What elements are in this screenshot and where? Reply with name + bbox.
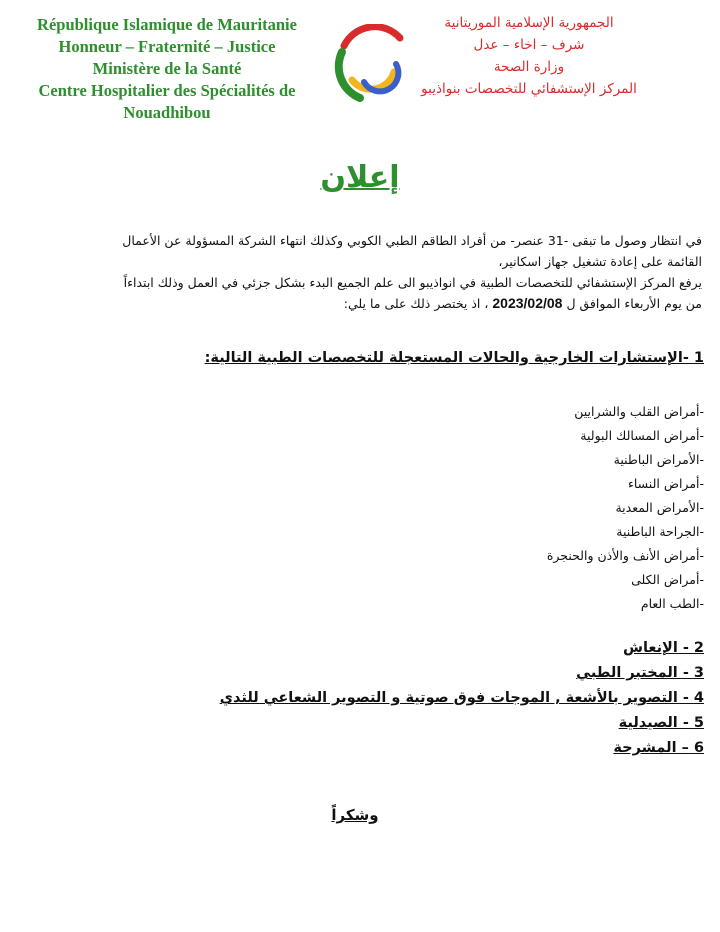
intro-paragraph	[18, 230, 702, 314]
section-item: 4 - التصوير بالأشعة , الموجات فوق صوتية و التصوير الشعاعي للثدي	[219, 690, 704, 706]
services-list	[220, 636, 704, 761]
start-date: 2023/02/08	[492, 295, 563, 311]
intro-line-4-start: من يوم الأربعاء الموافق ل	[566, 296, 702, 311]
section-item: 5 - الصيدلية	[618, 715, 704, 731]
intro-line-3: يرفع المركز الإستشفائي للتخصصات الطبية في انواذيبو الى علم الجميع البدء بشكل جزئي في العمل وذلك ابتداءاً	[123, 275, 702, 290]
list-item: -أمراض الأنف والأذن والحنجرة	[546, 548, 704, 563]
fr-hospital-line2: Nouadhibou	[123, 103, 211, 122]
fr-ministry: Ministère de la Santé	[92, 59, 242, 78]
arabic-header	[394, 12, 664, 100]
intro-line-4-end: ، اذ يختصر ذلك على ما يلي:	[343, 296, 489, 311]
list-item: -الجراحة الباطنية	[616, 524, 704, 539]
list-item: -الطب العام	[640, 596, 704, 611]
ar-motto: شرف – اخاء – عدل	[473, 37, 585, 53]
section-item: 3 - المختبر الطبي	[576, 665, 704, 681]
french-header	[6, 14, 328, 124]
intro-line-1: في انتظار وصول ما تبقى -31 عنصر- من أفراد الطاقم الطبي الكوبي وكذلك انتهاء الشركة المسؤولة عن الأعمال	[122, 233, 702, 248]
list-item: -الأمراض المعدية	[615, 500, 704, 515]
announcement-title: إعلان	[320, 160, 400, 195]
fr-motto: Honneur – Fraternité – Justice	[58, 37, 276, 56]
specialties-list	[547, 400, 704, 616]
intro-line-4	[18, 293, 702, 314]
closing-thanks: وشكراً	[331, 806, 379, 824]
list-item: -أمراض القلب والشرايين	[574, 404, 704, 419]
list-item: -أمراض المسالك البولية	[580, 428, 704, 443]
section-1-title: 1 -الإستشارات الخارجية والحالات المستعجلة للتخصصات الطبية التالية:	[204, 350, 704, 366]
list-item: -الأمراض الباطنية	[613, 452, 704, 467]
section-item: 2 - الإنعاش	[622, 640, 704, 656]
ar-ministry: وزارة الصحة	[493, 59, 565, 75]
ar-country: الجمهورية الإسلامية الموريتانية	[444, 15, 614, 31]
section-item: 6 – المشرحة	[613, 740, 704, 756]
list-item: -أمراض النساء	[627, 476, 704, 491]
list-item: -أمراض الكلى	[631, 572, 704, 587]
ar-hospital: المركز الإستشفائي للتخصصات بنواذيبو	[421, 81, 637, 97]
letterhead	[0, 0, 720, 140]
intro-line-2: القائمة على إعادة تشغيل جهاز اسكانير،	[498, 254, 702, 269]
fr-country: République Islamique de Mauritanie	[37, 15, 297, 34]
fr-hospital-line1: Centre Hospitalier des Spécialités de	[38, 81, 296, 100]
